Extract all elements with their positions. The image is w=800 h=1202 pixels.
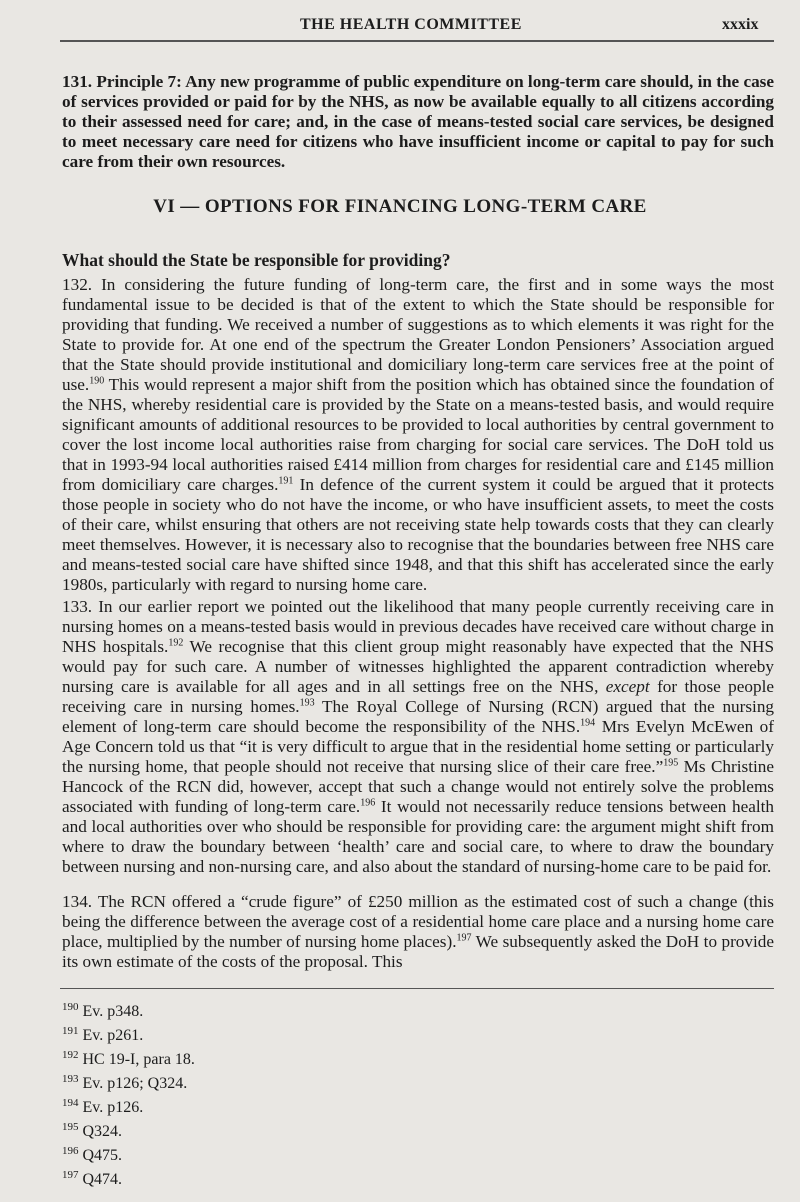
footnote-text: HC 19-I, para 18. bbox=[82, 1051, 195, 1068]
footnote-number: 192 bbox=[62, 1048, 79, 1061]
footnote-ref[interactable]: 196 bbox=[360, 797, 376, 809]
footnote-ref[interactable]: 195 bbox=[663, 757, 679, 769]
footnote-rule bbox=[60, 988, 774, 989]
footnote-ref[interactable]: 197 bbox=[456, 932, 472, 944]
paragraph-text: It would not necessarily reduce tensions between health and local authorities over who should be responsible for providing care: the argument might shift from where to draw the boundary between ‘health’ care and social care, to where to draw the boundary between nursing and non-nursing care, and also about the standard of nursing-home care to be paid for. bbox=[62, 797, 774, 876]
footnote-text: Q324. bbox=[82, 1123, 123, 1140]
paragraph-text: The Royal College of Nursing (RCN) argued that the nursing element of long-term care should become the responsibility of the NHS. bbox=[62, 697, 775, 736]
emphasis: except bbox=[605, 677, 650, 696]
footnote-number: 194 bbox=[62, 1096, 79, 1109]
header-rule bbox=[60, 40, 774, 42]
paragraph-number: 133. bbox=[62, 597, 93, 616]
footnote-text: Q475. bbox=[82, 1147, 123, 1164]
footnote bbox=[62, 1144, 462, 1168]
page-number: xxxix bbox=[722, 16, 759, 33]
footnote-number: 191 bbox=[62, 1024, 79, 1037]
footnote-ref[interactable]: 190 bbox=[89, 375, 105, 387]
footnote bbox=[62, 1120, 462, 1144]
paragraph-number: 134. bbox=[62, 892, 93, 911]
paragraph-text: for those people receiving care in nursing homes. bbox=[62, 677, 774, 716]
paragraph-number: 131. bbox=[62, 72, 93, 91]
paragraph-text: The RCN offered a “crude figure” of £250 million as the estimated cost of such a change (this being the difference between the average cost of a residential home care place and a nursing home care place, multiplied by the number of nursing home places). bbox=[62, 892, 774, 951]
paragraph-text: We subsequently asked the DoH to provide its own estimate of the costs of the proposal. This bbox=[62, 932, 774, 971]
footnote-text: Ev. p126. bbox=[82, 1099, 144, 1116]
footnote-number: 190 bbox=[62, 1000, 79, 1013]
footnote-ref[interactable]: 194 bbox=[580, 717, 596, 729]
footnote bbox=[62, 1024, 462, 1048]
footnote-text: Ev. p348. bbox=[82, 1003, 144, 1020]
running-header bbox=[0, 14, 800, 38]
paragraph-text: This would represent a major shift from the position which has obtained since the foundation of the NHS, whereby residential care is provided by the State on a means-tested basis, and would require significant amounts of additional resources to be provided to local authorities by central government to cover the lost income local authorities raise from charging for social care services. The DoH told us that in 1993-94 local authorities raised £414 million from charges for residential care and £145 million from domiciliary care charges. bbox=[62, 375, 774, 494]
footnote-text: Ev. p261. bbox=[82, 1027, 144, 1044]
paragraph-text: In our earlier report we pointed out the likelihood that many people currently receiving care in nursing homes on a means-tested basis would in previous decades have received care without charge in NHS hospitals. bbox=[62, 597, 775, 656]
paragraph-number: 132. bbox=[62, 275, 93, 294]
header-title: THE HEALTH COMMITTEE bbox=[300, 16, 522, 33]
section-title: VI — OPTIONS FOR FINANCING LONG-TERM CARE bbox=[153, 196, 647, 217]
paragraph-text: In defence of the current system it could be argued that it protects those people in society who do not have the income, or who have insufficient assets, to meet the costs of their care, whilst ensuring that others are not receiving state help towards costs that they can clearly meet themselves. However, it is necessary also to recognise that the boundaries between free NHS care and means-tested social care have shifted since 1948, and that this shift has accelerated since the early 1980s, particularly with regard to nursing home care. bbox=[62, 475, 775, 594]
footnote bbox=[62, 1000, 462, 1024]
paragraph-text: Mrs Evelyn McEwen of Age Concern told us that “it is very difficult to argue that in the residential home setting or particularly the nursing home, that people should not receive that nursing slice of their care free.” bbox=[62, 717, 774, 776]
paragraph-text: Principle 7: Any new programme of public expenditure on long-term care should, in the case of services provided or paid for by the NHS, as now be available equally to all citizens according to their assessed need for care; and, in the case of means-tested social care services, be designed to meet necessary care need for citizens who have insufficient income or capital to pay for such care from their own resources. bbox=[62, 72, 775, 171]
footnotes bbox=[62, 1000, 462, 1192]
paragraph-text: In considering the future funding of long-term care, the first and in some ways the most fundamental issue to be decided is that of the extent to which the State should be responsible for providing that funding. We received a number of suggestions as to which elements it was right for the State to provide for. At one end of the spectrum the Greater London Pensioners’ Association argued that the State should provide institutional and domiciliary long-term care services free at the point of use. bbox=[62, 275, 774, 394]
subheading: What should the State be responsible for providing? bbox=[62, 250, 451, 270]
footnote-number: 196 bbox=[62, 1144, 79, 1157]
paragraph-134 bbox=[62, 892, 774, 972]
paragraph-131 bbox=[62, 72, 774, 172]
footnote-text: Ev. p126; Q324. bbox=[82, 1075, 188, 1092]
footnote bbox=[62, 1072, 462, 1096]
footnote-ref[interactable]: 192 bbox=[168, 637, 184, 649]
footnote bbox=[62, 1048, 462, 1072]
paragraph-text: Ms Christine Hancock of the RCN did, however, accept that such a change would not entirely solve the problems associated with funding of long-term care. bbox=[62, 757, 774, 816]
footnote-number: 195 bbox=[62, 1120, 79, 1133]
footnote-number: 193 bbox=[62, 1072, 79, 1085]
footnote-number: 197 bbox=[62, 1168, 79, 1181]
footnote bbox=[62, 1096, 462, 1120]
paragraph-133 bbox=[62, 597, 774, 877]
paragraph-132 bbox=[62, 275, 774, 595]
footnote-ref[interactable]: 193 bbox=[299, 697, 315, 709]
footnote-ref[interactable]: 191 bbox=[278, 475, 294, 487]
paragraph-text: We recognise that this client group might reasonably have expected that the NHS would pay for such care. A number of witnesses highlighted the apparent contradiction whereby nursing care is available for all ages and in all settings free on the NHS, bbox=[62, 637, 775, 696]
footnote bbox=[62, 1168, 462, 1192]
footnote-text: Q474. bbox=[82, 1171, 123, 1188]
